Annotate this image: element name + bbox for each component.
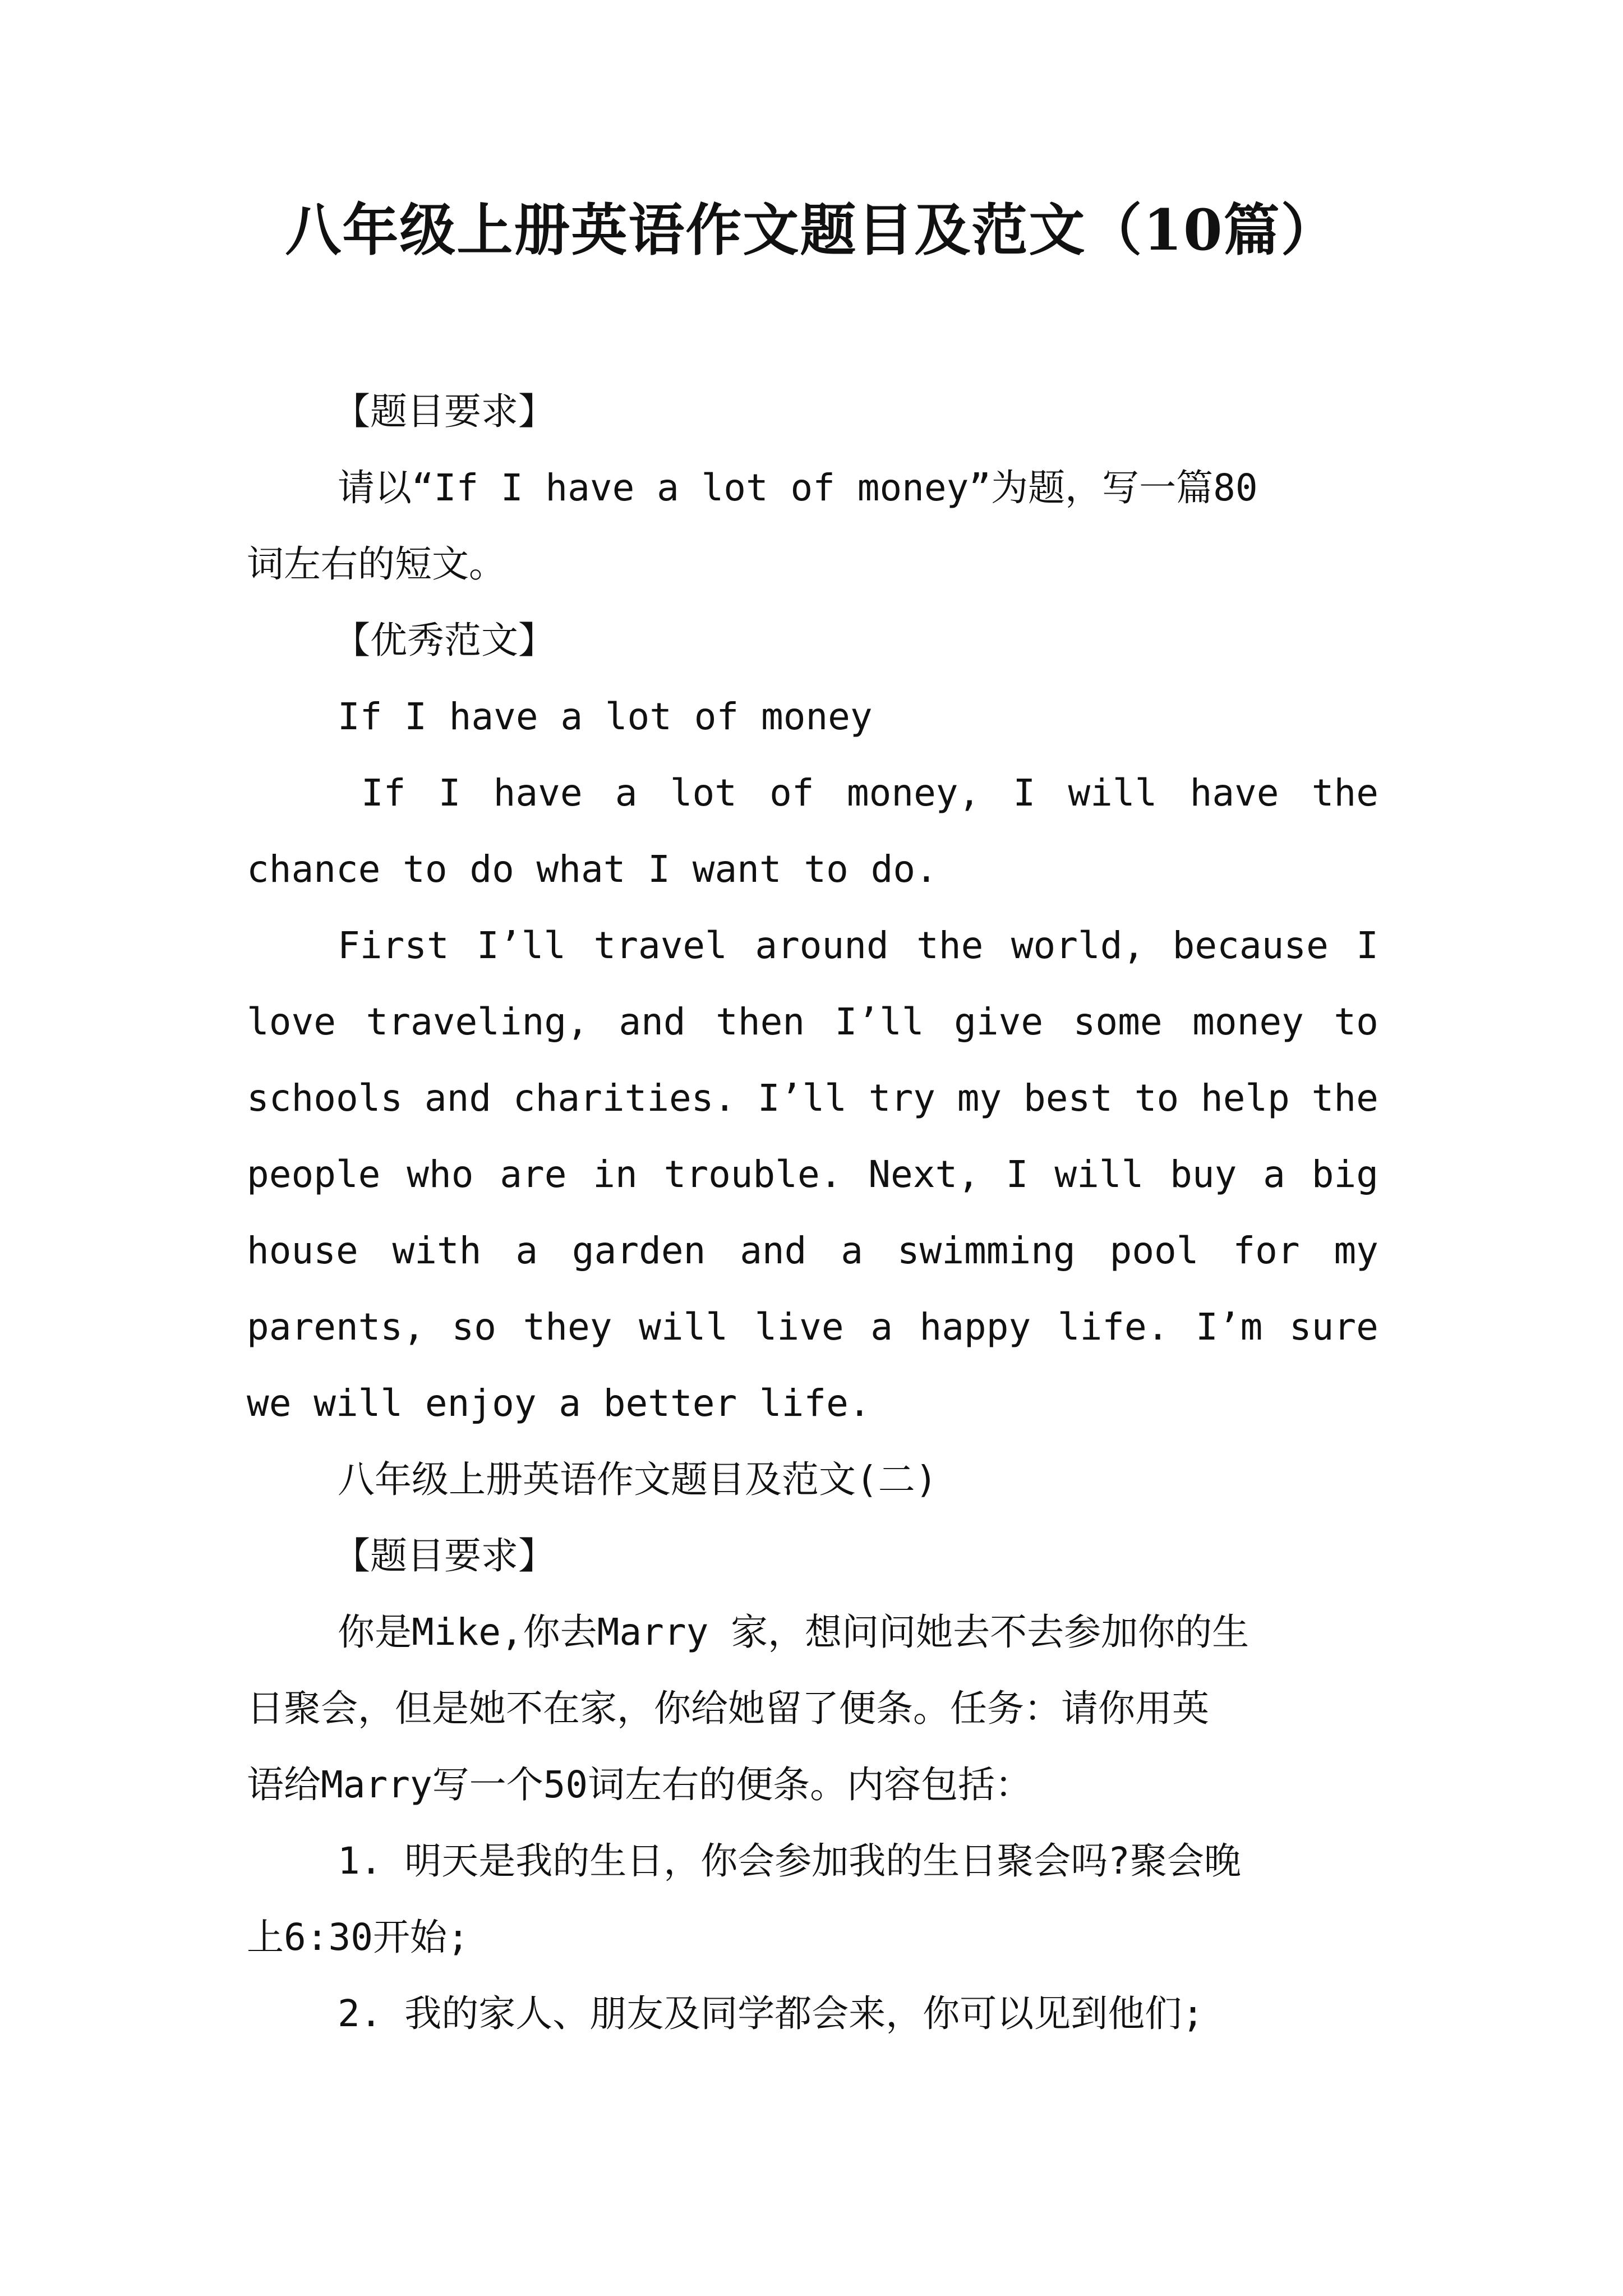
essay-word: lot	[670, 771, 737, 815]
essay-word: garden	[571, 1229, 706, 1272]
essay-paragraph-2-line-7: we will enjoy a better life.	[247, 1382, 871, 1425]
essay-word: I	[1356, 924, 1378, 967]
essay-word: traveling,	[366, 1000, 589, 1043]
essay-word: I’ll	[477, 924, 566, 967]
essay-word: try	[868, 1076, 935, 1120]
essay-word: people	[247, 1153, 381, 1196]
essay-word: sure	[1289, 1305, 1378, 1349]
essay-word: best	[1023, 1076, 1113, 1120]
essay-paragraph-1-line-2: chance to do what I want to do.	[247, 848, 938, 891]
essay-word: because	[1172, 924, 1329, 967]
essay-word: I	[1013, 771, 1036, 815]
essay-word: parents,	[247, 1305, 425, 1349]
requirement-text-line-2: 词左右的短文。	[247, 542, 506, 586]
section-2-requirement-line-2: 日聚会，但是她不在家，你给她留了便条。任务：请你用英	[247, 1687, 1209, 1730]
essay-word: and	[740, 1229, 807, 1272]
document-title: 八年级上册英语作文题目及范文（10篇）	[285, 197, 1338, 263]
essay-word: trouble.	[663, 1153, 842, 1196]
section-2-item-2-line-1: 2. 我的家人、朋友及同学都会来，你可以见到他们;	[338, 1992, 1204, 2035]
requirement-heading: 【题目要求】	[333, 390, 555, 433]
essay-word: some	[1073, 1000, 1163, 1043]
essay-word: I	[1006, 1153, 1029, 1196]
section-2-item-1-line-1: 1. 明天是我的生日，你会参加我的生日聚会吗?聚会晚	[338, 1839, 1241, 1883]
section-2-requirement-line-1: 你是Mike,你去Marry 家，想问问她去不去参加你的生	[338, 1611, 1249, 1654]
essay-word: a	[841, 1229, 863, 1272]
essay-word: and	[619, 1000, 686, 1043]
essay-word: Next,	[868, 1153, 980, 1196]
essay-word: a	[1263, 1153, 1285, 1196]
essay-word: they	[523, 1305, 612, 1349]
essay-word: my	[1334, 1229, 1378, 1272]
essay-word: a	[615, 771, 638, 815]
essay-paragraph-2-line-6	[247, 1300, 1378, 1354]
essay-title: If I have a lot of money	[338, 695, 873, 738]
essay-word: my	[957, 1076, 1002, 1120]
essay-word: will	[1068, 771, 1158, 815]
essay-word: I’ll	[834, 1000, 924, 1043]
essay-word: so	[451, 1305, 496, 1349]
essay-word: help	[1200, 1076, 1290, 1120]
essay-word: with	[392, 1229, 482, 1272]
essay-word: money	[1192, 1000, 1304, 1043]
essay-word: then	[716, 1000, 805, 1043]
essay-word: charities.	[513, 1076, 736, 1120]
essay-word: will	[639, 1305, 728, 1349]
essay-paragraph-2-line-2	[247, 995, 1378, 1049]
essay-word: big	[1311, 1153, 1378, 1196]
essay-word: are	[500, 1153, 567, 1196]
essay-word: to	[1334, 1000, 1378, 1043]
section-2-heading: 八年级上册英语作文题目及范文(二)	[338, 1458, 938, 1501]
essay-word: the	[1311, 771, 1378, 815]
essay-paragraph-2-line-4	[247, 1148, 1378, 1202]
essay-word: I’ll	[758, 1076, 847, 1120]
essay-word: live	[754, 1305, 844, 1349]
essay-word: to	[1134, 1076, 1179, 1120]
essay-word: have	[1189, 771, 1279, 815]
essay-word: travel	[593, 924, 727, 967]
essay-word: and	[424, 1076, 492, 1120]
essay-word: schools	[247, 1076, 403, 1120]
essay-word: the	[916, 924, 984, 967]
essay-word: love	[247, 1000, 336, 1043]
essay-word: pool	[1109, 1229, 1199, 1272]
essay-paragraph-2-line-1	[338, 919, 1378, 973]
essay-word: who	[407, 1153, 474, 1196]
essay-word: for	[1233, 1229, 1300, 1272]
requirement-text-line-1: 请以“If I have a lot of money”为题，写一篇80	[338, 466, 1258, 509]
essay-word: have	[493, 771, 583, 815]
essay-word: world,	[1011, 924, 1145, 967]
essay-word: If	[361, 771, 406, 815]
essay-word: around	[755, 924, 889, 967]
sample-essay-heading: 【优秀范文】	[333, 619, 555, 662]
essay-word: swimming	[897, 1229, 1076, 1272]
essay-word: in	[593, 1153, 638, 1196]
section-2-item-1-line-2: 上6:30开始;	[247, 1916, 469, 1959]
essay-paragraph-2-line-5	[247, 1224, 1378, 1278]
essay-word: life.	[1057, 1305, 1169, 1349]
essay-word: First	[338, 924, 449, 967]
essay-word: happy	[919, 1305, 1031, 1349]
essay-word: of	[769, 771, 814, 815]
essay-paragraph-2-line-3	[247, 1071, 1378, 1125]
essay-word: give	[954, 1000, 1044, 1043]
essay-word: will	[1054, 1153, 1144, 1196]
essay-paragraph-1-line-1	[361, 766, 1378, 820]
section-2-requirement-heading: 【题目要求】	[333, 1534, 555, 1577]
essay-word: I’m	[1196, 1305, 1263, 1349]
section-2-requirement-line-3: 语给Marry写一个50词左右的便条。内容包括：	[247, 1763, 1032, 1806]
essay-word: the	[1311, 1076, 1378, 1120]
essay-word: a	[515, 1229, 538, 1272]
essay-word: a	[870, 1305, 893, 1349]
essay-word: buy	[1170, 1153, 1237, 1196]
essay-word: money,	[846, 771, 981, 815]
essay-word: house	[247, 1229, 358, 1272]
essay-word: I	[438, 771, 461, 815]
